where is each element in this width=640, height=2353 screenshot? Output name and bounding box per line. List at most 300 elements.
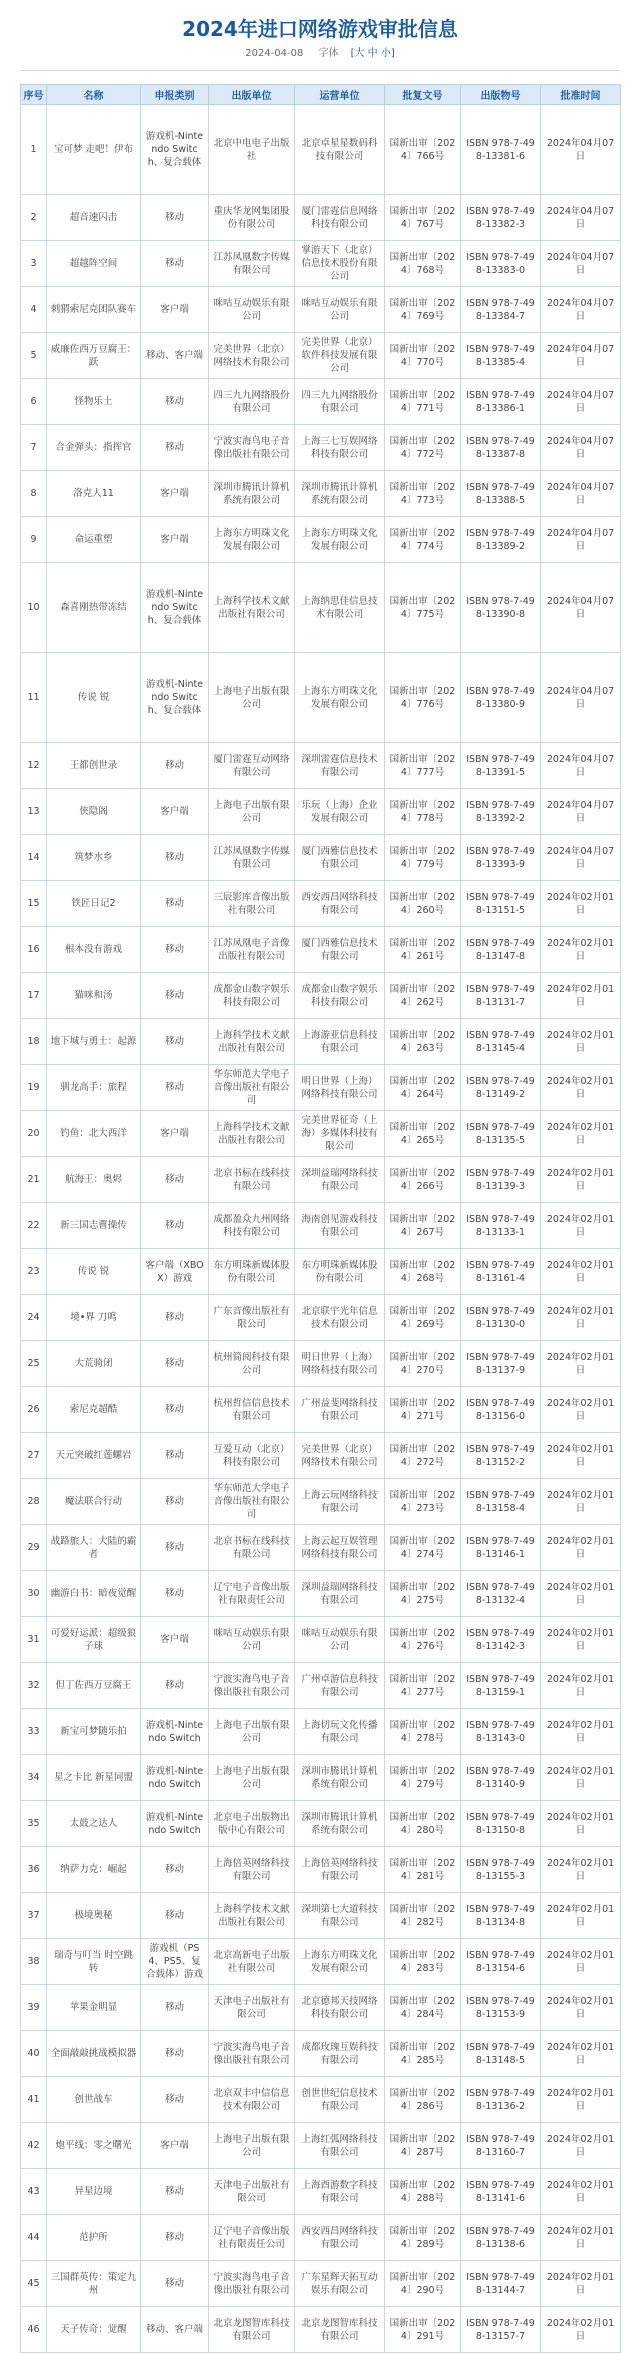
cell-category: 游戏机-Nintendo Switch、复合载体 [141,563,209,653]
cell-publisher: 北京龙图智库科技有限公司 [209,2307,295,2353]
cell-category: 移动 [141,973,209,1019]
cell-operator: 成都金山数字娱乐科技有限公司 [295,973,385,1019]
cell-category: 游戏机-Nintendo Switch、复合载体 [141,653,209,743]
cell-isbn: ISBN 978-7-498-13136-2 [461,2077,541,2123]
cell-approval-no: 国新出审〔2024〕775号 [385,563,461,653]
cell-index: 9 [21,517,47,563]
cell-isbn: ISBN 978-7-498-13383-0 [461,241,541,287]
cell-operator: 厦门西雅信息技术有限公司 [295,835,385,881]
cell-publisher: 天津电子出版社有限公司 [209,1985,295,2031]
cell-category: 移动 [141,1157,209,1203]
cell-name: 航海王：奥烬 [47,1157,141,1203]
cell-index: 27 [21,1433,47,1479]
cell-operator: 完美世界（北京）网络技术有限公司 [295,1433,385,1479]
cell-publisher: 宁波实海鸟电子音像出版社有限公司 [209,2031,295,2077]
cell-publisher: 北京双丰中信信息技术有限公司 [209,2077,295,2123]
table-row [21,287,621,333]
table-row [21,653,621,743]
cell-approval-date: 2024年02月01日 [541,1203,621,1249]
cell-index: 11 [21,653,47,743]
table-row [21,2307,621,2353]
cell-isbn: ISBN 978-7-498-13161-4 [461,1249,541,1295]
table-row [21,1295,621,1341]
cell-category: 移动、客户端 [141,333,209,379]
cell-approval-date: 2024年04月07日 [541,333,621,379]
cell-category: 移动 [141,2031,209,2077]
cell-index: 32 [21,1663,47,1709]
cell-approval-no: 国新出审〔2024〕768号 [385,241,461,287]
cell-publisher: 互爱互动（北京）科技有限公司 [209,1433,295,1479]
cell-name: 全面敲敲挑战模拟器 [47,2031,141,2077]
cell-category: 移动 [141,1479,209,1525]
cell-index: 18 [21,1019,47,1065]
cell-publisher: 上海科学技术文献出版社有限公司 [209,1893,295,1939]
font-size-switch[interactable]: [大 中 小] [350,48,395,59]
cell-approval-date: 2024年02月01日 [541,1939,621,1985]
cell-category: 移动 [141,1387,209,1433]
cell-operator: 上海酉游数字科技有限公司 [295,2169,385,2215]
cell-operator: 上海云玩网络科技有限公司 [295,1479,385,1525]
cell-isbn: ISBN 978-7-498-13142-3 [461,1617,541,1663]
cell-approval-no: 国新出审〔2024〕267号 [385,1203,461,1249]
cell-index: 45 [21,2261,47,2307]
cell-category: 移动 [141,1433,209,1479]
table-row [21,2215,621,2261]
cell-name: 怪物乐土 [47,379,141,425]
cell-operator: 四三九九网络股份有限公司 [295,379,385,425]
cell-approval-no: 国新出审〔2024〕269号 [385,1295,461,1341]
cell-operator: 上海游亚信息科技有限公司 [295,1019,385,1065]
cell-approval-no: 国新出审〔2024〕774号 [385,517,461,563]
cell-approval-no: 国新出审〔2024〕276号 [385,1617,461,1663]
cell-isbn: ISBN 978-7-498-13154-6 [461,1939,541,1985]
cell-name: 幽游白书：暗夜觉醒 [47,1571,141,1617]
cell-isbn: ISBN 978-7-498-13387-8 [461,425,541,471]
table-row [21,2123,621,2169]
cell-publisher: 上海电子出版有限公司 [209,2123,295,2169]
article-meta [20,44,620,70]
cell-operator: 明日世界（上海）网络科技有限公司 [295,1341,385,1387]
cell-isbn: ISBN 978-7-498-13382-3 [461,195,541,241]
cell-category: 移动 [141,743,209,789]
table-row [21,927,621,973]
cell-approval-date: 2024年04月07日 [541,379,621,425]
cell-publisher: 上海电子出版有限公司 [209,1755,295,1801]
table-header-row [21,85,621,105]
cell-name: 炮平线：零之曙光 [47,2123,141,2169]
cell-category: 移动 [141,195,209,241]
cell-approval-date: 2024年02月01日 [541,2123,621,2169]
table-row [21,1065,621,1111]
cell-approval-no: 国新出审〔2024〕772号 [385,425,461,471]
cell-name: 钓鱼：北大西洋 [47,1111,141,1157]
cell-index: 25 [21,1341,47,1387]
cell-index: 39 [21,1985,47,2031]
cell-name: 威廉佐西万豆腐王：跃 [47,333,141,379]
cell-publisher: 成都金山数字娱乐科技有限公司 [209,973,295,1019]
cell-name: 创世战车 [47,2077,141,2123]
cell-index: 34 [21,1755,47,1801]
cell-operator: 东方明珠新媒体股份有限公司 [295,1249,385,1295]
cell-index: 24 [21,1295,47,1341]
table-row [21,517,621,563]
cell-publisher: 辽宁电子音像出版社有限责任公司 [209,2215,295,2261]
cell-category: 客户端 [141,287,209,333]
cell-operator: 深圳市腾讯计算机系统有限公司 [295,471,385,517]
cell-publisher: 杭州哲信信息技术有限公司 [209,1387,295,1433]
cell-isbn: ISBN 978-7-498-13384-7 [461,287,541,333]
table-row [21,1111,621,1157]
cell-approval-date: 2024年02月01日 [541,1663,621,1709]
cell-index: 20 [21,1111,47,1157]
cell-approval-date: 2024年02月01日 [541,1341,621,1387]
cell-approval-no: 国新出审〔2024〕284号 [385,1985,461,2031]
cell-isbn: ISBN 978-7-498-13130-0 [461,1295,541,1341]
cell-category: 移动 [141,1203,209,1249]
cell-category: 移动 [141,1525,209,1571]
cell-publisher: 上海科学技术文献出版社有限公司 [209,1019,295,1065]
cell-category: 移动 [141,1065,209,1111]
table-row [21,2261,621,2307]
cell-operator: 上海切玩文化传播有限公司 [295,1709,385,1755]
publish-date: 2024-04-08 [245,48,304,59]
table-row [21,881,621,927]
cell-approval-date: 2024年04月07日 [541,743,621,789]
cell-isbn: ISBN 978-7-498-13386-1 [461,379,541,425]
cell-isbn: ISBN 978-7-498-13153-9 [461,1985,541,2031]
cell-operator: 掌游天下（北京）信息技术股份有限公司 [295,241,385,287]
cell-name: 森喜刚热带冻结 [47,563,141,653]
cell-operator: 上海纳思佳信息技术有限公司 [295,563,385,653]
cell-isbn: ISBN 978-7-498-13151-5 [461,881,541,927]
cell-approval-no: 国新出审〔2024〕270号 [385,1341,461,1387]
cell-index: 2 [21,195,47,241]
table-row [21,1617,621,1663]
cell-category: 客户端 [141,517,209,563]
cell-isbn: ISBN 978-7-498-13160-7 [461,2123,541,2169]
cell-approval-date: 2024年04月07日 [541,653,621,743]
cell-index: 12 [21,743,47,789]
cell-approval-no: 国新出审〔2024〕289号 [385,2215,461,2261]
cell-index: 21 [21,1157,47,1203]
cell-name: 新三国志曹操传 [47,1203,141,1249]
cell-approval-no: 国新出审〔2024〕265号 [385,1111,461,1157]
cell-index: 14 [21,835,47,881]
cell-category: 移动、客户端 [141,2307,209,2353]
cell-name: 传说 锐 [47,653,141,743]
cell-isbn: ISBN 978-7-498-13380-9 [461,653,541,743]
cell-name: 星之卡比 新星同盟 [47,1755,141,1801]
cell-isbn: ISBN 978-7-498-13390-8 [461,563,541,653]
cell-name: 魔法联合行动 [47,1479,141,1525]
cell-operator: 西安西昌网络科技有限公司 [295,2215,385,2261]
table-row [21,1019,621,1065]
cell-index: 26 [21,1387,47,1433]
cell-name: 筑梦水乡 [47,835,141,881]
cell-name: 刺猬索尼克团队赛车 [47,287,141,333]
cell-isbn: ISBN 978-7-498-13132-4 [461,1571,541,1617]
cell-operator: 明日世界（上海）网络科技有限公司 [295,1065,385,1111]
cell-category: 客户端 [141,2123,209,2169]
cell-publisher: 咪咕互动娱乐有限公司 [209,1617,295,1663]
cell-operator: 深圳雷霆信息技术有限公司 [295,743,385,789]
table-row [21,471,621,517]
cell-operator: 深圳第七大道科技有限公司 [295,1893,385,1939]
cell-index: 22 [21,1203,47,1249]
cell-operator: 广州益斐网络科技有限公司 [295,1387,385,1433]
cell-name: 境•界 刀鸣 [47,1295,141,1341]
cell-isbn: ISBN 978-7-498-13145-4 [461,1019,541,1065]
cell-approval-no: 国新出审〔2024〕287号 [385,2123,461,2169]
cell-isbn: ISBN 978-7-498-13152-2 [461,1433,541,1479]
cell-approval-no: 国新出审〔2024〕266号 [385,1157,461,1203]
header-category: 申报类别 [141,85,209,105]
cell-isbn: ISBN 978-7-498-13141-6 [461,2169,541,2215]
cell-approval-date: 2024年02月01日 [541,2261,621,2307]
divider [20,70,620,84]
cell-index: 35 [21,1801,47,1847]
cell-category: 移动 [141,881,209,927]
cell-operator: 完美世界征奇（上海）多媒体科技有限公司 [295,1111,385,1157]
cell-index: 13 [21,789,47,835]
table-row [21,333,621,379]
cell-publisher: 完美世界（北京）网络技术有限公司 [209,333,295,379]
cell-index: 6 [21,379,47,425]
cell-approval-no: 国新出审〔2024〕263号 [385,1019,461,1065]
cell-approval-no: 国新出审〔2024〕767号 [385,195,461,241]
cell-isbn: ISBN 978-7-498-13143-0 [461,1709,541,1755]
cell-publisher: 上海倍英网络科技有限公司 [209,1847,295,1893]
cell-operator: 深圳益瑞网络科技有限公司 [295,1571,385,1617]
cell-approval-date: 2024年04月07日 [541,835,621,881]
cell-operator: 海南创见游戏科技有限公司 [295,1203,385,1249]
table-row [21,425,621,471]
cell-name: 异星边境 [47,2169,141,2215]
cell-approval-no: 国新出审〔2024〕261号 [385,927,461,973]
cell-name: 可爱好运派：超级狼子球 [47,1617,141,1663]
cell-index: 40 [21,2031,47,2077]
cell-approval-no: 国新出审〔2024〕779号 [385,835,461,881]
cell-publisher: 北京书标在线科技有限公司 [209,1525,295,1571]
cell-name: 猫咪和汤 [47,973,141,1019]
cell-category: 客户端（XBOX）游戏 [141,1249,209,1295]
cell-operator: 咪咕互动娱乐有限公司 [295,1617,385,1663]
cell-approval-date: 2024年02月01日 [541,1111,621,1157]
cell-isbn: ISBN 978-7-498-13393-9 [461,835,541,881]
cell-index: 43 [21,2169,47,2215]
cell-category: 移动 [141,379,209,425]
cell-publisher: 深圳市腾讯计算机系统有限公司 [209,471,295,517]
cell-approval-no: 国新出审〔2024〕280号 [385,1801,461,1847]
cell-isbn: ISBN 978-7-498-13146-1 [461,1525,541,1571]
cell-category: 客户端 [141,1617,209,1663]
cell-category: 移动 [141,2261,209,2307]
cell-category: 游戏机-Nintendo Switch [141,1709,209,1755]
cell-approval-date: 2024年02月01日 [541,881,621,927]
cell-isbn: ISBN 978-7-498-13150-8 [461,1801,541,1847]
cell-operator: 北京龙图智库科技有限公司 [295,2307,385,2353]
table-row [21,1939,621,1985]
cell-operator: 成都玫瑰互娱科技有限公司 [295,2031,385,2077]
cell-approval-date: 2024年02月01日 [541,927,621,973]
cell-category: 移动 [141,1663,209,1709]
table-row [21,1249,621,1295]
cell-name: 传说 锐 [47,1249,141,1295]
cell-operator: 完美世界（北京）软件科技发展有限公司 [295,333,385,379]
cell-publisher: 华东师范大学电子音像出版社有限公司 [209,1479,295,1525]
cell-isbn: ISBN 978-7-498-13140-9 [461,1755,541,1801]
cell-approval-date: 2024年02月01日 [541,1847,621,1893]
cell-approval-date: 2024年02月01日 [541,2307,621,2353]
cell-publisher: 上海电子出版有限公司 [209,1709,295,1755]
approval-table [20,84,621,2353]
cell-approval-no: 国新出审〔2024〕278号 [385,1709,461,1755]
cell-approval-date: 2024年02月01日 [541,1801,621,1847]
cell-isbn: ISBN 978-7-498-13138-6 [461,2215,541,2261]
cell-approval-no: 国新出审〔2024〕275号 [385,1571,461,1617]
cell-name: 超音速闪击 [47,195,141,241]
cell-name: 瑞奇与叮当 时空跳转 [47,1939,141,1985]
cell-approval-no: 国新出审〔2024〕281号 [385,1847,461,1893]
cell-name: 苹果金明显 [47,1985,141,2031]
table-row [21,1985,621,2031]
cell-approval-no: 国新出审〔2024〕282号 [385,1893,461,1939]
cell-name: 根本没有游戏 [47,927,141,973]
cell-index: 19 [21,1065,47,1111]
cell-approval-no: 国新出审〔2024〕283号 [385,1939,461,1985]
cell-isbn: ISBN 978-7-498-13147-8 [461,927,541,973]
cell-index: 8 [21,471,47,517]
cell-index: 37 [21,1893,47,1939]
cell-category: 游戏机-Nintendo Switch、复合载体 [141,105,209,195]
cell-operator: 北京卓星星数码科技有限公司 [295,105,385,195]
cell-approval-no: 国新出审〔2024〕291号 [385,2307,461,2353]
cell-category: 客户端 [141,471,209,517]
cell-category: 移动 [141,2169,209,2215]
header-name: 名称 [47,85,141,105]
cell-publisher: 江苏凤凰电子音像出版社有限公司 [209,927,295,973]
cell-index: 5 [21,333,47,379]
cell-approval-date: 2024年02月01日 [541,1387,621,1433]
cell-approval-no: 国新出审〔2024〕271号 [385,1387,461,1433]
cell-approval-date: 2024年04月07日 [541,471,621,517]
table-row [21,1709,621,1755]
cell-publisher: 上海科学技术文献出版社有限公司 [209,1111,295,1157]
cell-isbn: ISBN 978-7-498-13157-7 [461,2307,541,2353]
cell-isbn: ISBN 978-7-498-13158-4 [461,1479,541,1525]
cell-index: 10 [21,563,47,653]
cell-approval-no: 国新出审〔2024〕286号 [385,2077,461,2123]
cell-isbn: ISBN 978-7-498-13381-6 [461,105,541,195]
cell-isbn: ISBN 978-7-498-13135-5 [461,1111,541,1157]
cell-name: 天子传奇：觉醒 [47,2307,141,2353]
cell-name: 合金弹头：指挥官 [47,425,141,471]
cell-approval-date: 2024年02月01日 [541,1709,621,1755]
cell-approval-date: 2024年02月01日 [541,1249,621,1295]
cell-name: 地下城与勇士：起源 [47,1019,141,1065]
table-row [21,2169,621,2215]
cell-approval-no: 国新出审〔2024〕273号 [385,1479,461,1525]
cell-publisher: 上海电子出版有限公司 [209,789,295,835]
table-row [21,1203,621,1249]
cell-approval-no: 国新出审〔2024〕290号 [385,2261,461,2307]
cell-isbn: ISBN 978-7-498-13385-4 [461,333,541,379]
cell-category: 移动 [141,1295,209,1341]
cell-name: 三国群英传：策定九州 [47,2261,141,2307]
cell-operator: 西安西昌网络科技有限公司 [295,881,385,927]
cell-index: 41 [21,2077,47,2123]
cell-approval-no: 国新出审〔2024〕766号 [385,105,461,195]
cell-approval-date: 2024年02月01日 [541,1479,621,1525]
cell-publisher: 辽宁电子音像出版社有限责任公司 [209,1571,295,1617]
cell-category: 移动 [141,1893,209,1939]
cell-isbn: ISBN 978-7-498-13155-3 [461,1847,541,1893]
cell-publisher: 北京高新电子出版社有限公司 [209,1939,295,1985]
cell-approval-date: 2024年02月01日 [541,1295,621,1341]
cell-category: 移动 [141,2077,209,2123]
cell-name: 但丁佐西万豆腐王 [47,1663,141,1709]
cell-approval-date: 2024年04月07日 [541,425,621,471]
cell-publisher: 三辰影库音像出版社有限公司 [209,881,295,927]
table-row [21,1433,621,1479]
cell-name: 纳萨力克：崛起 [47,1847,141,1893]
table-row [21,105,621,195]
cell-publisher: 咪咕互动娱乐有限公司 [209,287,295,333]
cell-index: 15 [21,881,47,927]
table-row [21,2031,621,2077]
cell-name: 新宝可梦随乐拍 [47,1709,141,1755]
cell-category: 移动 [141,1571,209,1617]
cell-operator: 厦门雷霆信息网络科技有限公司 [295,195,385,241]
cell-name: 战路旅人：大陆的霸者 [47,1525,141,1571]
cell-publisher: 上海科学技术文献出版社有限公司 [209,563,295,653]
cell-name: 洛克人11 [47,471,141,517]
cell-publisher: 江苏凤凰数字传媒有限公司 [209,835,295,881]
cell-approval-no: 国新出审〔2024〕262号 [385,973,461,1019]
table-row [21,1801,621,1847]
cell-name: 范护所 [47,2215,141,2261]
cell-isbn: ISBN 978-7-498-13156-0 [461,1387,541,1433]
cell-publisher: 天津电子出版社有限公司 [209,2169,295,2215]
header-approval-date: 批准时间 [541,85,621,105]
table-row [21,195,621,241]
cell-index: 16 [21,927,47,973]
cell-approval-date: 2024年02月01日 [541,1433,621,1479]
cell-approval-date: 2024年04月07日 [541,195,621,241]
cell-approval-date: 2024年04月07日 [541,241,621,287]
cell-approval-date: 2024年02月01日 [541,1755,621,1801]
cell-approval-date: 2024年04月07日 [541,287,621,333]
cell-operator: 北京联宇光年信息技术有限公司 [295,1295,385,1341]
cell-approval-no: 国新出审〔2024〕277号 [385,1663,461,1709]
cell-approval-no: 国新出审〔2024〕279号 [385,1755,461,1801]
cell-isbn: ISBN 978-7-498-13392-2 [461,789,541,835]
cell-category: 游戏机-Nintendo Switch [141,1801,209,1847]
font-size-label: 字体 [318,48,339,59]
cell-approval-date: 2024年02月01日 [541,1065,621,1111]
cell-name: 太鼓之达人 [47,1801,141,1847]
cell-approval-no: 国新出审〔2024〕770号 [385,333,461,379]
cell-approval-date: 2024年02月01日 [541,1893,621,1939]
table-row [21,1847,621,1893]
cell-category: 游戏机（PS4、PS5、复合载体）游戏 [141,1939,209,1985]
cell-name: 超越阵空间 [47,241,141,287]
cell-operator: 上海云起互娱管理网络科技有限公司 [295,1525,385,1571]
cell-operator: 上海三七互娱网络科技有限公司 [295,425,385,471]
cell-approval-date: 2024年02月01日 [541,2031,621,2077]
cell-category: 移动 [141,1847,209,1893]
cell-isbn: ISBN 978-7-498-13137-9 [461,1341,541,1387]
